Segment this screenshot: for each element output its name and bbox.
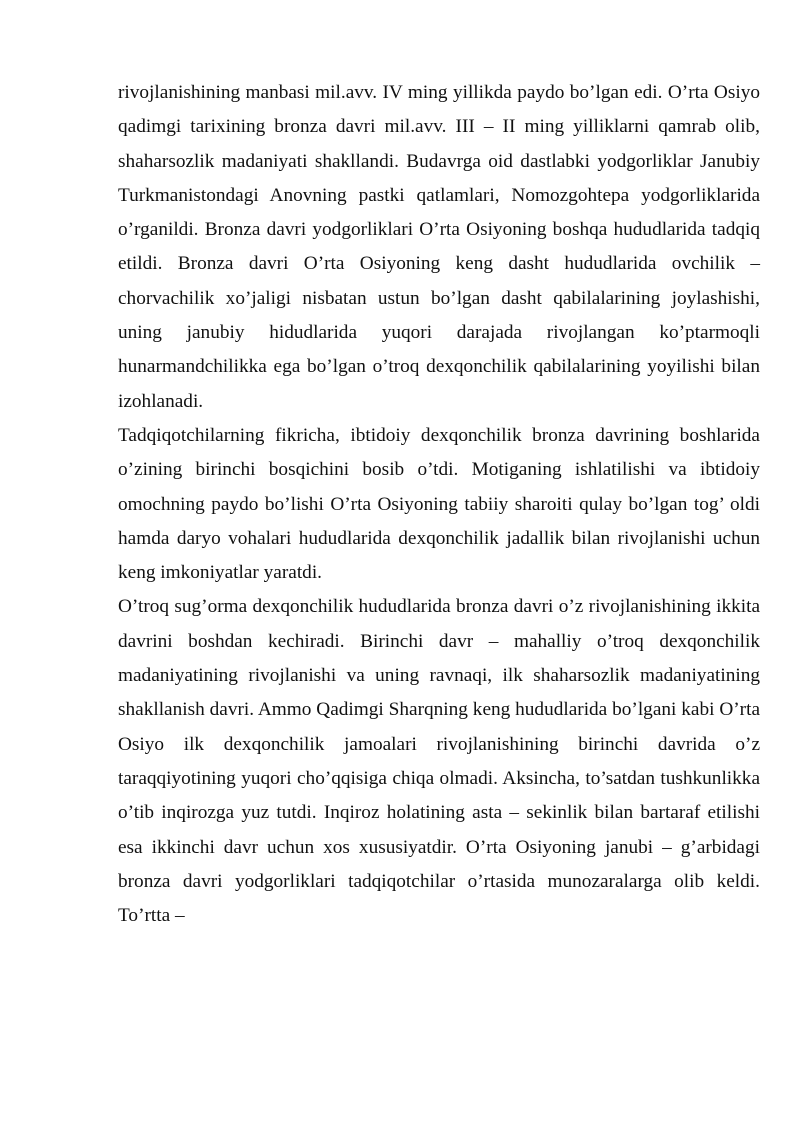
paragraph-3: O’troq sug’orma dexqonchilik hududlarida bronza davri o’z rivojlanishining ikkita davrini boshdan kechiradi. Birinchi davr – mahalliy o’troq dexqonchilik madaniyatining rivojlanishi va uning ravnaqi, ilk shaharsozlik madaniyatining shakllanish davri. Ammo Qadimgi Sharqning keng hududlarida bo’lgani kabi O’rta Osiyo ilk dexqonchilik jamoalari rivojlanishining birinchi davrida o’z taraqqiyotining yuqori cho’qqisiga chiqa olmadi. Aksincha, to’satdan tushkunlikka o’tib inqirozga yuz tutdi. Inqiroz holatining asta – sekinlik bilan bartaraf etilishi esa ikkinchi davr uchun xos xususiyatdir. O’rta Osiyoning janubi – g’arbidagi bronza davri yodgorliklari tadqiqotchilar o’rtasida munozaralarga olib keldi. To’rtta – bbox=[118, 596, 760, 927]
paragraph-2: Tadqiqotchilarning fikricha, ibtidoiy dexqonchilik bronza davrining boshlarida o’zining birinchi bosqichini bosib o’tdi. Motiganing ishlatilishi va ibtidoiy omochning paydo bo’lishi O’rta Osiyoning tabiiy sharoiti qulay bo’lgan tog’ oldi hamda daryo vohalari hududlarida dexqonchilik jadallik bilan rivojlanishi uchun keng imkoniyatlar yaratdi. bbox=[118, 424, 760, 584]
document-page bbox=[118, 76, 760, 933]
paragraph-1: rivojlanishining manbasi mil.avv. IV ming yillikda paydo bo’lgan edi. O’rta Osiyo qadimgi tarixining bronza davri mil.avv. III – II ming yilliklarni qamrab olib, shaharsozlik madaniyati shakllandi. Budavrga oid dastlabki yodgorliklar Janubiy Turkmanistondagi Anovning pastki qatlamlari, Nomozgohtepa yodgorliklarida o’rganildi. Bronza davri yodgorliklari O’rta Osiyoning boshqa hududlarida tadqiq etildi. Bronza davri O’rta Osiyoning keng dasht hududlarida ovchilik – chorvachilik xo’jaligi nisbatan ustun bo’lgan dasht qabilalarining joylashishi, uning janubiy hidudlarida yuqori darajada rivojlangan ko’ptarmoqli hunarmandchilikka ega bo’lgan o’troq dexqonchilik qabilalarining yoyilishi bilan izohlanadi. bbox=[118, 82, 760, 412]
